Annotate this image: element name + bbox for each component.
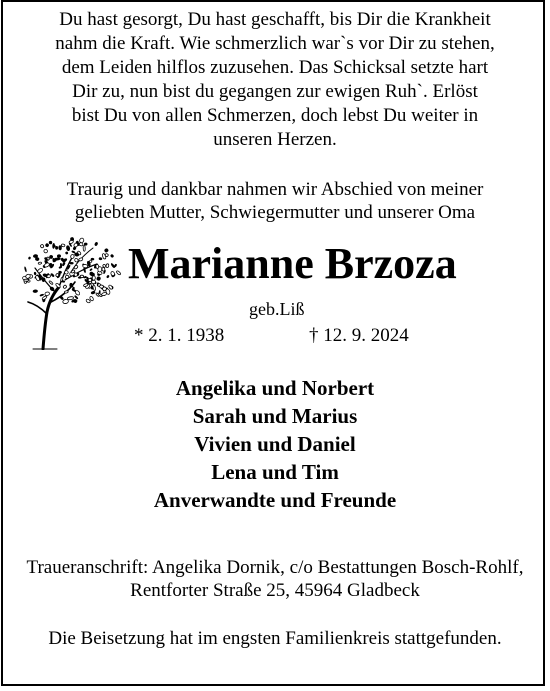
tree-leaf	[64, 290, 68, 293]
tree-leaf	[57, 254, 62, 258]
poem-line: Dir zu, nun bist du gegangen zur ewigen Ruh`. Erlöst	[72, 81, 478, 102]
obituary-frame	[1, 0, 545, 686]
poem-line: unseren Herzen.	[213, 129, 337, 150]
tree-leaf	[78, 257, 83, 261]
tree-leaf	[52, 243, 55, 249]
tree-leaf	[45, 243, 50, 248]
tree-leaf	[38, 262, 42, 265]
tree-leaf	[69, 240, 74, 244]
tree-leaf	[98, 257, 102, 260]
tree-leaf	[50, 273, 55, 278]
poem	[3, 8, 547, 152]
tree-leaf	[66, 245, 71, 252]
tree-leaf	[110, 254, 115, 259]
tree-leaf	[33, 289, 38, 293]
poem-line: dem Leiden hilflos zuzusehen. Das Schicksal setzte hart	[61, 57, 489, 78]
tree-leaf	[39, 293, 44, 296]
tree-leaf	[44, 262, 50, 268]
tree-leaf	[24, 266, 27, 272]
tree-leaf	[49, 241, 53, 245]
tree-leaf	[43, 249, 48, 254]
mourner-line: Anverwandte und Freunde	[153, 488, 397, 512]
tree-leaf	[106, 264, 109, 268]
tree-leaf	[28, 256, 31, 259]
tree-leaf	[34, 272, 37, 276]
intro-text	[3, 178, 547, 224]
mourner-line: Lena und Tim	[211, 460, 339, 484]
tree-leaf	[80, 275, 84, 278]
tree-leaf	[63, 285, 67, 289]
tree-leaf	[40, 244, 44, 248]
condolence-address	[3, 556, 547, 602]
tree-leaf	[64, 270, 68, 274]
maiden-name: geb.Liß	[249, 299, 305, 319]
tree-leaf	[74, 265, 79, 270]
tree-icon	[13, 232, 123, 350]
intro-line: geliebten Mutter, Schwiegermutter und unserer Oma	[74, 202, 476, 223]
tree-leaf	[104, 248, 109, 253]
tree-leaf	[45, 292, 50, 297]
tree-leaf	[65, 275, 69, 278]
tree-leaf	[61, 244, 65, 247]
tree-leaf	[98, 266, 102, 272]
tree-leaf	[65, 251, 68, 254]
address-line: Rentforter Straße 25, 45964 Gladbeck	[130, 580, 420, 601]
tree-leaf	[94, 242, 98, 247]
poem-line: bist Du von allen Schmerzen, doch lebst Du weiter in	[71, 105, 479, 126]
tree-leaf	[92, 276, 95, 281]
poem-line: nahm die Kraft. Wie schmerzlich war`s vor Dir zu stehen,	[55, 33, 495, 54]
tree-leaf	[55, 246, 58, 250]
tree-leaf	[42, 295, 48, 300]
tree-leaf	[96, 276, 102, 282]
tree-leaf	[89, 260, 92, 264]
intro-line: Traurig und dankbar nahmen wir Abschied von meiner	[66, 179, 484, 200]
deceased-name: Marianne Brzoza	[128, 239, 457, 288]
tree-leaf	[70, 262, 74, 264]
tree-leaf	[90, 290, 95, 294]
burial-notice: Die Beisetzung hat im engsten Familienkreis stattgefunden.	[48, 628, 502, 649]
tree-leaf	[102, 267, 106, 271]
mourner-line: Angelika und Norbert	[175, 376, 375, 400]
mourners-list	[3, 374, 547, 514]
birth-date: * 2. 1. 1938	[134, 325, 225, 346]
death-date: † 12. 9. 2024	[309, 325, 409, 346]
tree-leaf	[106, 275, 110, 279]
tree-leaf	[49, 280, 54, 284]
poem-line: Du hast gesorgt, Du hast geschafft, bis Dir die Krankheit	[59, 9, 491, 30]
mourner-line: Sarah und Marius	[192, 404, 358, 428]
tree-leaf	[82, 264, 88, 268]
tree-leaf	[70, 254, 74, 259]
tree-leaf	[24, 279, 29, 281]
tree-leaf	[79, 237, 85, 243]
address-line: Traueranschrift: Angelika Dornik, c/o Bestattungen Bosch-Rohlf,	[26, 557, 524, 578]
tree-leaf	[67, 296, 73, 300]
tree-leaf	[89, 268, 93, 271]
tree-leaf	[116, 270, 121, 275]
tree-leaf	[74, 295, 79, 300]
tree-leaf	[37, 268, 43, 274]
mourner-line: Vivien und Daniel	[194, 432, 356, 456]
tree-leaf	[83, 245, 85, 251]
